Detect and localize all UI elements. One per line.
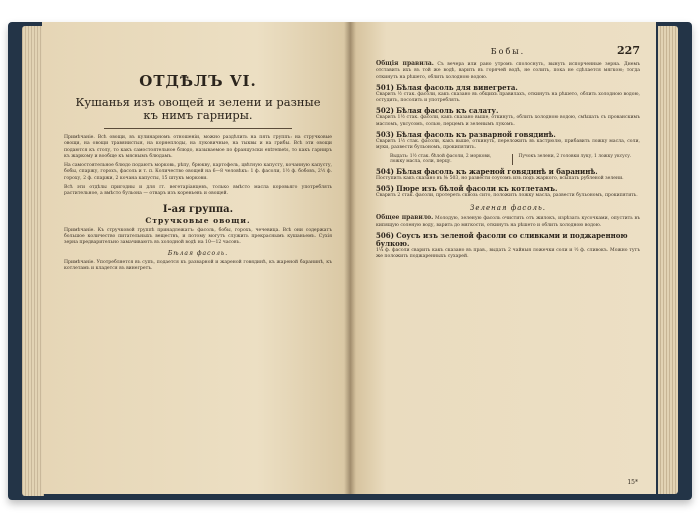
intro-text: Съ вечера или рано утромъ сполоснуть, вынуть испорченные зерна. Днемъ отставить ихъ въ той же водѣ, варить въ горячей водѣ, не солить, пока не сдѣлается мягкою; тогда откинуть на рѣшето, облить холодною водою. — [376, 62, 640, 80]
recipe-text: 1¼ ф. фасоли сварить какъ сказано въ прав., выдать 2 чайныя ложечки соли и ½ ф. сливокъ. Можно тутъ же положить поджаренныхъ сухарей. — [376, 248, 640, 260]
section-heading-2: Зеленая фасоль. — [469, 204, 547, 213]
chapter-subtitle: Кушанья изъ овощей и зелени и разные къ нимъ гарниры. — [75, 95, 321, 122]
ingredients-table — [390, 154, 640, 165]
recipe-title: Бѣлая фасоль къ салату. — [396, 106, 499, 116]
section-heading: Бѣлая фасоль. — [167, 249, 229, 257]
recipe-number: 503) — [376, 130, 394, 140]
recipe-title: Бѣлая фасоль къ разварной говядинѣ. — [396, 130, 556, 140]
recipe-505 — [376, 185, 640, 199]
intro-lead: Общія правила. — [376, 60, 434, 67]
intro-paragraph-2 — [376, 215, 640, 229]
group-name: Стручковые овощи. — [145, 215, 251, 225]
recipe-501 — [376, 84, 640, 105]
recipe-506 — [376, 232, 640, 261]
recipe-title: Бѣлая фасоль къ жареной говядинѣ и баранинѣ. — [396, 166, 598, 176]
chapter-title: ОТДѢЛЪ VI. — [139, 72, 257, 90]
recipe-number: 505) — [376, 184, 394, 194]
recipe-number: 504) — [376, 166, 394, 176]
left-paragraph-4: Примѣчаніе. Къ стручковой группѣ принадлежатъ: фасоль, бобы, горохъ, чечевица. Всѣ они содержатъ большое количество питательныхъ веществъ, и потому могутъ служить прекраснымъ кушаньемъ. Сухія зерна предварительно замачиваютъ въ холодной водѣ на 10—12 часовъ. — [64, 227, 332, 246]
recipe-text: Сварить ½ стак. фасоли, какъ сказано въ общихъ правилахъ, откинуть на рѣшето, облить холодною водою, остудить, посолить и употреблять. — [376, 91, 640, 104]
intro2-text: Молодую, зеленую фасоль очистить отъ жилокъ, изрѣзать кусочками, опустить въ кипящую соленую воду, варить до мягкости, откинуть на рѣшето и облить холодною водою. — [376, 216, 640, 228]
recipe-title: Пюре изъ бѣлой фасоли къ котлетамъ. — [396, 184, 558, 194]
recipe-title: Соусъ изъ зеленой фасоли со сливками и поджаренною булкою. — [376, 231, 628, 249]
left-paragraph-1: Примѣчаніе. Всѣ овощи, въ кулинарномъ отношеніи, можно раздѣлить на пять группъ: на стручковые овощи, на овощи травянистыя, на корнеплоды, на луковичные, на тыквы и на грибы. Всѣ эти овощи подаются къ столу, то какъ самостоятельное блюдо, называемое по французски entremets, то какъ гарниръ къ жаркому и вообще къ мяснымъ блюдамъ. — [64, 135, 332, 159]
recipe-number: 506) — [376, 231, 394, 241]
intro2-lead: Общее правило. — [376, 214, 434, 222]
left-paragraph-3: Всѣ эти отдѣлы пригодны и для гг. вегетаріанцевъ, только вмѣсто масла коровьяго употреблять растительное, а вмѣсто бульона — отваръ изъ кореньевъ и овощей. — [64, 185, 332, 197]
right-page — [350, 22, 656, 494]
left-page — [42, 22, 350, 494]
recipe-text: Сварить 2 стак. фасоли, протереть сквозь сито, положить ложку масла, развести бульономъ, прокипятить. — [376, 193, 638, 199]
recipe-title: Бѣлая фасоль для винегрета. — [396, 82, 518, 92]
recipe-text: Поступить какъ сказано въ № 503, но развести соусомъ изъ подъ жаркого, всыпать рубленой зелени. — [376, 175, 624, 181]
book-gutter — [344, 22, 356, 494]
ingredients-right: Пучокъ зелени, 2 головки луку, 1 ложку уксусу. — [512, 154, 641, 165]
left-page-edges — [22, 26, 44, 496]
right-page-edges — [658, 26, 678, 494]
left-paragraph-5: Примѣчаніе. Употребляется въ супъ, подается къ разварной и жареной говядинѣ, къ жареной баранинѣ, къ котлетамъ и кладется въ винегретъ. — [64, 259, 332, 271]
signature-mark: 15* — [627, 479, 638, 486]
recipe-text: Сварить 1½ стак. фасоли, какъ выше, откинуть, переложить въ кастрюлю, прибавить ложку масла, соли, муки, развести бульономъ, прокипятить. — [376, 139, 640, 151]
group-heading: I-ая группа. — [162, 203, 234, 215]
page-number: 227 — [617, 44, 640, 57]
running-head: Бобы. — [490, 47, 526, 56]
recipe-503 — [376, 131, 640, 152]
ingredients-left: Выдать: 1½ стак. бѣлой фасоли, 2 моркови, ложку масла, соли, перцу. — [390, 153, 492, 165]
left-paragraph-2: На самостоятельное блюдо подаютъ морковь, рѣпу, брюкву, картофель, цвѣтную капусту, кочанную капусту, бобы, спаржу, горохъ, фасоль и т. п. Количество овощей на 6—8 человѣкъ: 1 ф. фасоли, 1½ ф. бобовъ, 2½ ф. гороху, 2 ф. спаржи, 2 кочана капусты, 15 штукъ моркови. — [64, 163, 332, 181]
recipe-text: Сварить 1½ стак. фасоли, какъ сказано выше, откинуть, облить холодною водою, смѣшать съ прованскимъ масломъ, уксусомъ, солью, перцемъ и зеленымъ лукомъ. — [376, 115, 640, 127]
divider — [104, 128, 292, 129]
recipe-number: 501) — [376, 82, 394, 92]
recipe-502 — [376, 107, 640, 128]
recipe-number: 502) — [376, 106, 394, 116]
page-header — [376, 44, 640, 57]
intro-paragraph — [376, 61, 640, 81]
recipe-504 — [376, 168, 640, 182]
